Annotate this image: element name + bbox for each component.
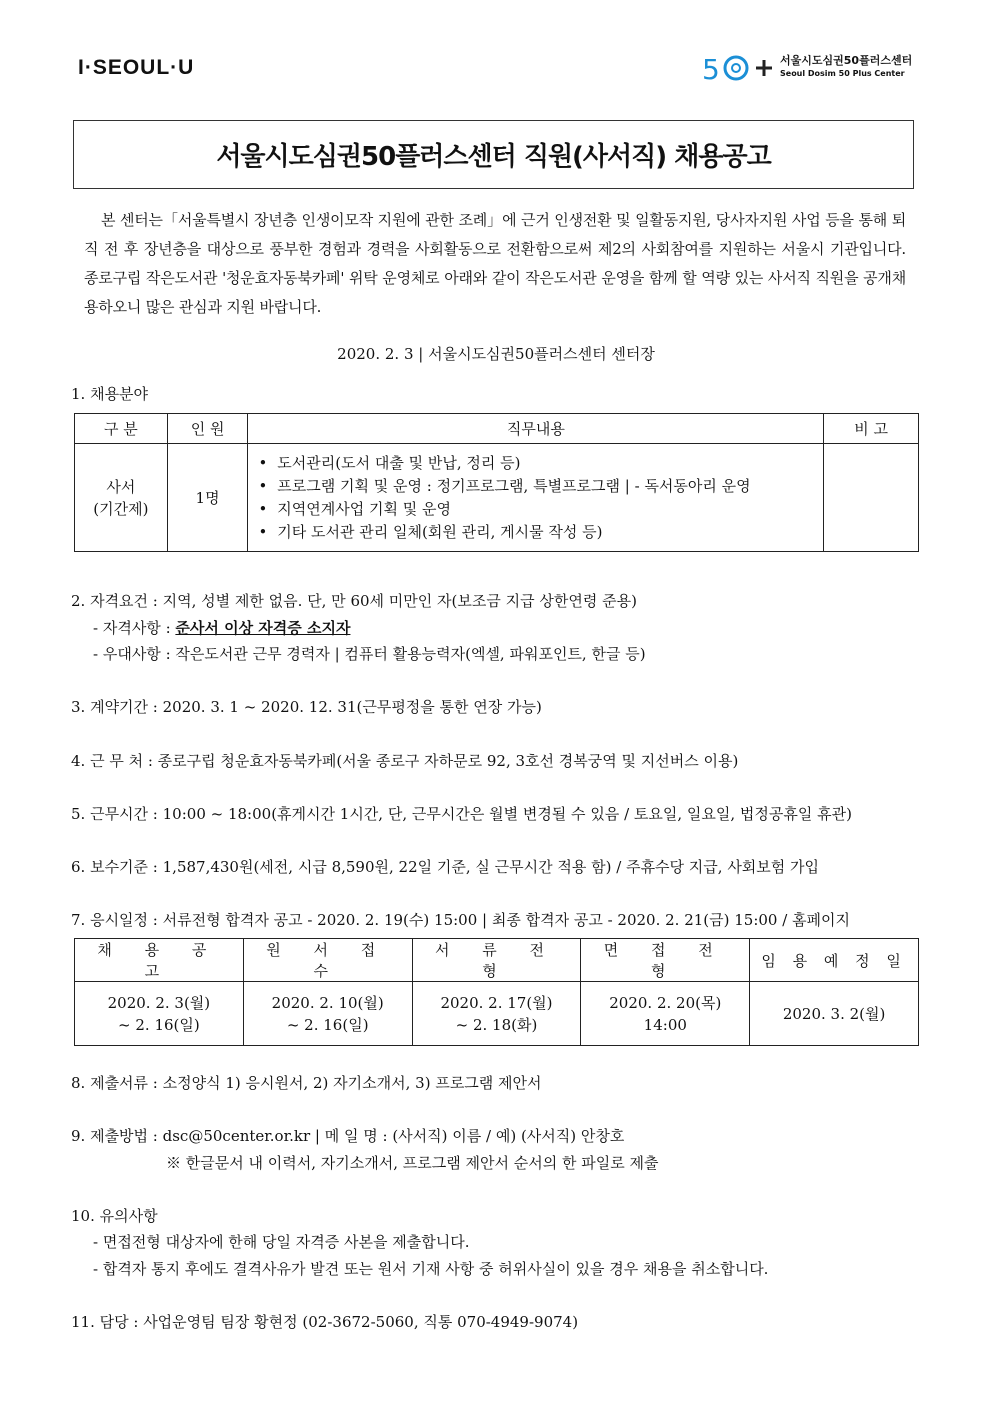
section-6: 6. 보수기준 : 1,587,430원(세전, 시급 8,590원, 22일 기준, 실 근무시간 적용 함) / 주휴수당 지급, 사회보험 가입 (71, 858, 820, 876)
seoul-logo: I·SEOUL·U (78, 56, 195, 79)
schedule-header: 원 서 접 수 (243, 939, 412, 982)
section-2-heading: 2. 자격요건 : 지역, 성별 제한 없음. 단, 만 60세 미만인 자(보조금 지급 상한연령 준용) (71, 592, 637, 610)
job-count: 1명 (167, 444, 248, 552)
duty-item: • 기타 도서관 관리 일체(회원 관리, 게시물 작성 등) (258, 521, 823, 544)
schedule-header: 서 류 전 형 (412, 939, 581, 982)
job-note (824, 444, 919, 552)
page-title: 서울시도심권50플러스센터 직원(사서직) 채용공고 (216, 142, 771, 172)
center-logo-name: 서울시도심권50플러스센터 (780, 54, 913, 67)
qualification-value: 준사서 이상 자격증 소지자 (175, 619, 351, 637)
job-table (74, 413, 919, 552)
section-4: 4. 근 무 처 : 종로구립 청운효자동북카페(서울 종로구 자하문로 92, 3호선 경복궁역 및 지선버스 이용) (71, 752, 739, 770)
section-7-heading: 7. 응시일정 : 서류전형 합격자 공고 - 2020. 2. 19(수) 15:00 | 최종 합격자 공고 - 2020. 2. 21(금) 15:00 / 홈페이지 (71, 911, 851, 929)
duty-item: • 지역연계사업 기획 및 운영 (258, 498, 823, 521)
fifty-plus-logo-icon (700, 48, 778, 88)
job-table-header: 직무내용 (248, 414, 824, 444)
section-10-heading: 10. 유의사항 (71, 1207, 158, 1225)
center-logo (700, 48, 920, 88)
section-8: 8. 제출서류 : 소정양식 1) 응시원서, 2) 자기소개서, 3) 프로그램 제안서 (71, 1074, 542, 1092)
duty-item: • 프로그램 기획 및 운영 : 정기프로그램, 특별프로그램 | - 독서동아리 운영 (258, 475, 823, 498)
job-table-header: 인 원 (167, 414, 248, 444)
qualification-label: - 자격사항 : (93, 619, 176, 637)
job-category: 사서 (106, 477, 136, 496)
date-line: 2020. 2. 3 | 서울시도심권50플러스센터 센터장 (337, 345, 655, 363)
job-category-cell (75, 444, 168, 552)
section-11-contact: 11. 담당 : 사업운영팀 팀장 황현정 (02-3672-5060, 직통 070-4949-9074) (71, 1313, 579, 1331)
section-9-note: ※ 한글문서 내 이력서, 자기소개서, 프로그램 제안서 순서의 한 파일로 제출 (166, 1154, 659, 1172)
job-table-header: 비 고 (824, 414, 919, 444)
schedule-cell: 2020. 2. 17(월) ~ 2. 18(화) (412, 982, 581, 1046)
schedule-table (74, 938, 919, 1046)
title-box (73, 120, 914, 189)
intro-paragraph: 본 센터는「서울특별시 장년층 인생이모작 지원에 관한 조례」에 근거 인생전환 및 일활동지원, 당사자지원 사업 등을 통해 퇴직 전 후 장년층을 대상으로 풍부한 경험과 경력을 사회활동으로 전환함으로써 제2의 사회참여를 지원하는 서울시 기관입니다. 종로구립 작은도서관 '청운효자동북카페' 위탁 운영체로 아래와 같이 작은도서관 운영을 함께 할 역량 있는 사서직 직원을 공개채용하오니 많은 관심과 지원 바랍니다. (84, 211, 907, 316)
job-table-header: 구 분 (75, 414, 168, 444)
section-3: 3. 계약기간 : 2020. 3. 1 ~ 2020. 12. 31(근무평정을 통한 연장 가능) (71, 698, 542, 716)
section-9: 9. 제출방법 : dsc@50center.or.kr | 메 일 명 : (사서직) 이름 / 예) (사서직) 안창호 (71, 1127, 625, 1145)
notice-item: - 면접전형 대상자에 한해 당일 자격증 사본을 제출합니다. (93, 1233, 470, 1251)
schedule-cell: 2020. 2. 20(목) 14:00 (581, 982, 750, 1046)
schedule-header: 임 용 예 정 일 (750, 939, 919, 982)
duty-item: • 도서관리(도서 대출 및 반납, 정리 등) (258, 452, 823, 475)
qualification-line (93, 617, 350, 638)
notice-item: - 합격자 통지 후에도 결격사유가 발견 또는 원서 기재 사항 중 허위사실이 있을 경우 채용을 취소합니다. (93, 1260, 769, 1278)
job-category-sub: (기간제) (93, 499, 149, 518)
svg-text:5: 5 (702, 53, 720, 86)
schedule-header: 채 용 공 고 (75, 939, 244, 982)
job-duties-cell (248, 444, 824, 552)
schedule-cell: 2020. 3. 2(월) (750, 982, 919, 1046)
schedule-cell: 2020. 2. 10(월) ~ 2. 16(일) (243, 982, 412, 1046)
section-1-heading: 1. 채용분야 (71, 385, 149, 403)
center-logo-sub: Seoul Dosim 50 Plus Center (780, 69, 905, 78)
schedule-cell: 2020. 2. 3(월) ~ 2. 16(일) (75, 982, 244, 1046)
schedule-header: 면 접 전 형 (581, 939, 750, 982)
preference-line: - 우대사항 : 작은도서관 근무 경력자 | 컴퓨터 활용능력자(엑셀, 파워포인트, 한글 등) (93, 645, 646, 663)
section-5: 5. 근무시간 : 10:00 ~ 18:00(휴게시간 1시간, 단, 근무시간은 월별 변경될 수 있음 / 토요일, 일요일, 법정공휴일 휴관) (71, 805, 852, 823)
